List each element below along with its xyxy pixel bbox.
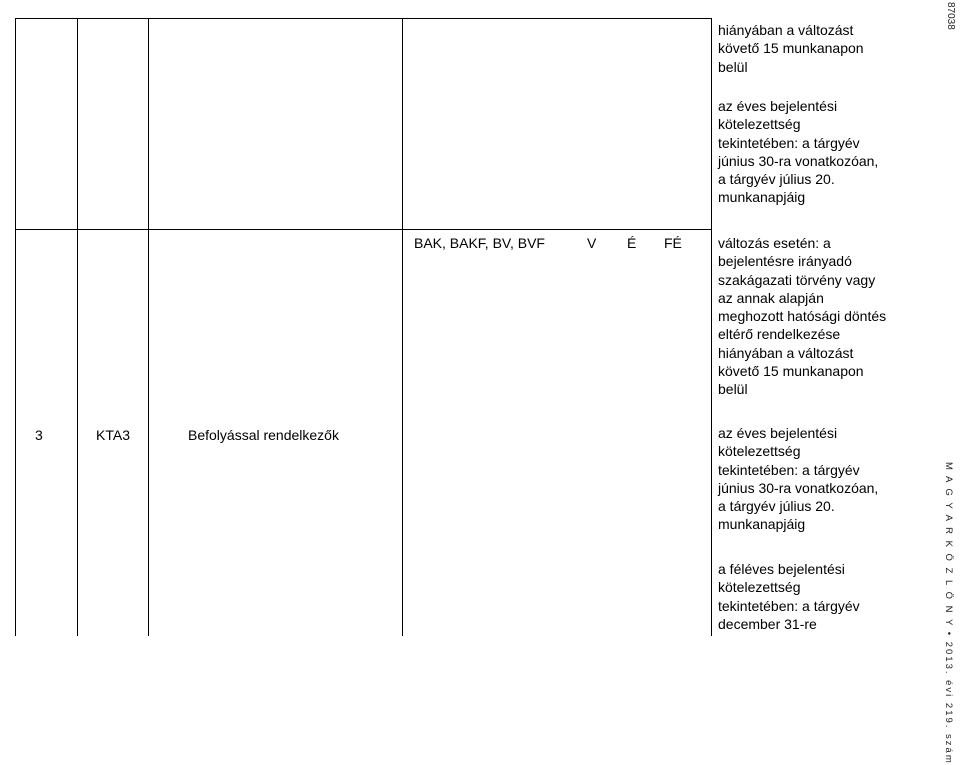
col-border-3 <box>148 18 149 636</box>
row-code: KTA3 <box>96 427 130 443</box>
col-border-1 <box>15 18 16 636</box>
row-col-v: V <box>587 235 597 251</box>
running-header: M A G Y A R K Ö Z L Ö N Y • 2013. évi 219. szám <box>943 462 954 765</box>
row-col-fe: FÉ <box>664 235 682 251</box>
row-sectors: BAK, BAKF, BV, BVF <box>414 235 545 251</box>
deadline-text-main-2: az éves bejelentési kötelezettség tekintetében: a tárgyév június 30-ra vonatkozóan, a tárgyév július 20. munkanapjáig <box>718 425 879 533</box>
col-border-5 <box>711 18 712 636</box>
deadline-text-main-1: változás esetén: a bejelentésre irányadó szakágazati törvény vagy az annak alapján meghozott hatósági döntés eltérő rendelkezése hiányában a változást követő 15 munkanapon belül <box>718 235 887 398</box>
row-col-e: É <box>627 235 637 251</box>
col-border-4 <box>402 18 403 636</box>
table-top-border <box>15 18 712 19</box>
row-separator <box>15 229 712 230</box>
deadline-text-top-2: az éves bejelentési kötelezettség tekintetében: a tárgyév június 30-ra vonatkozóan, a tárgyév július 20. munkanapjáig <box>718 98 879 206</box>
deadline-text-top-1: hiányában a változást követő 15 munkanapon belül <box>718 22 864 75</box>
row-index: 3 <box>35 427 43 443</box>
page-number: 87038 <box>945 2 956 30</box>
deadline-text-main-3: a féléves bejelentési kötelezettség tekintetében: a tárgyév december 31-re <box>718 561 860 632</box>
row-name: Befolyással rendelkezők <box>188 427 339 443</box>
col-border-2 <box>77 18 78 636</box>
